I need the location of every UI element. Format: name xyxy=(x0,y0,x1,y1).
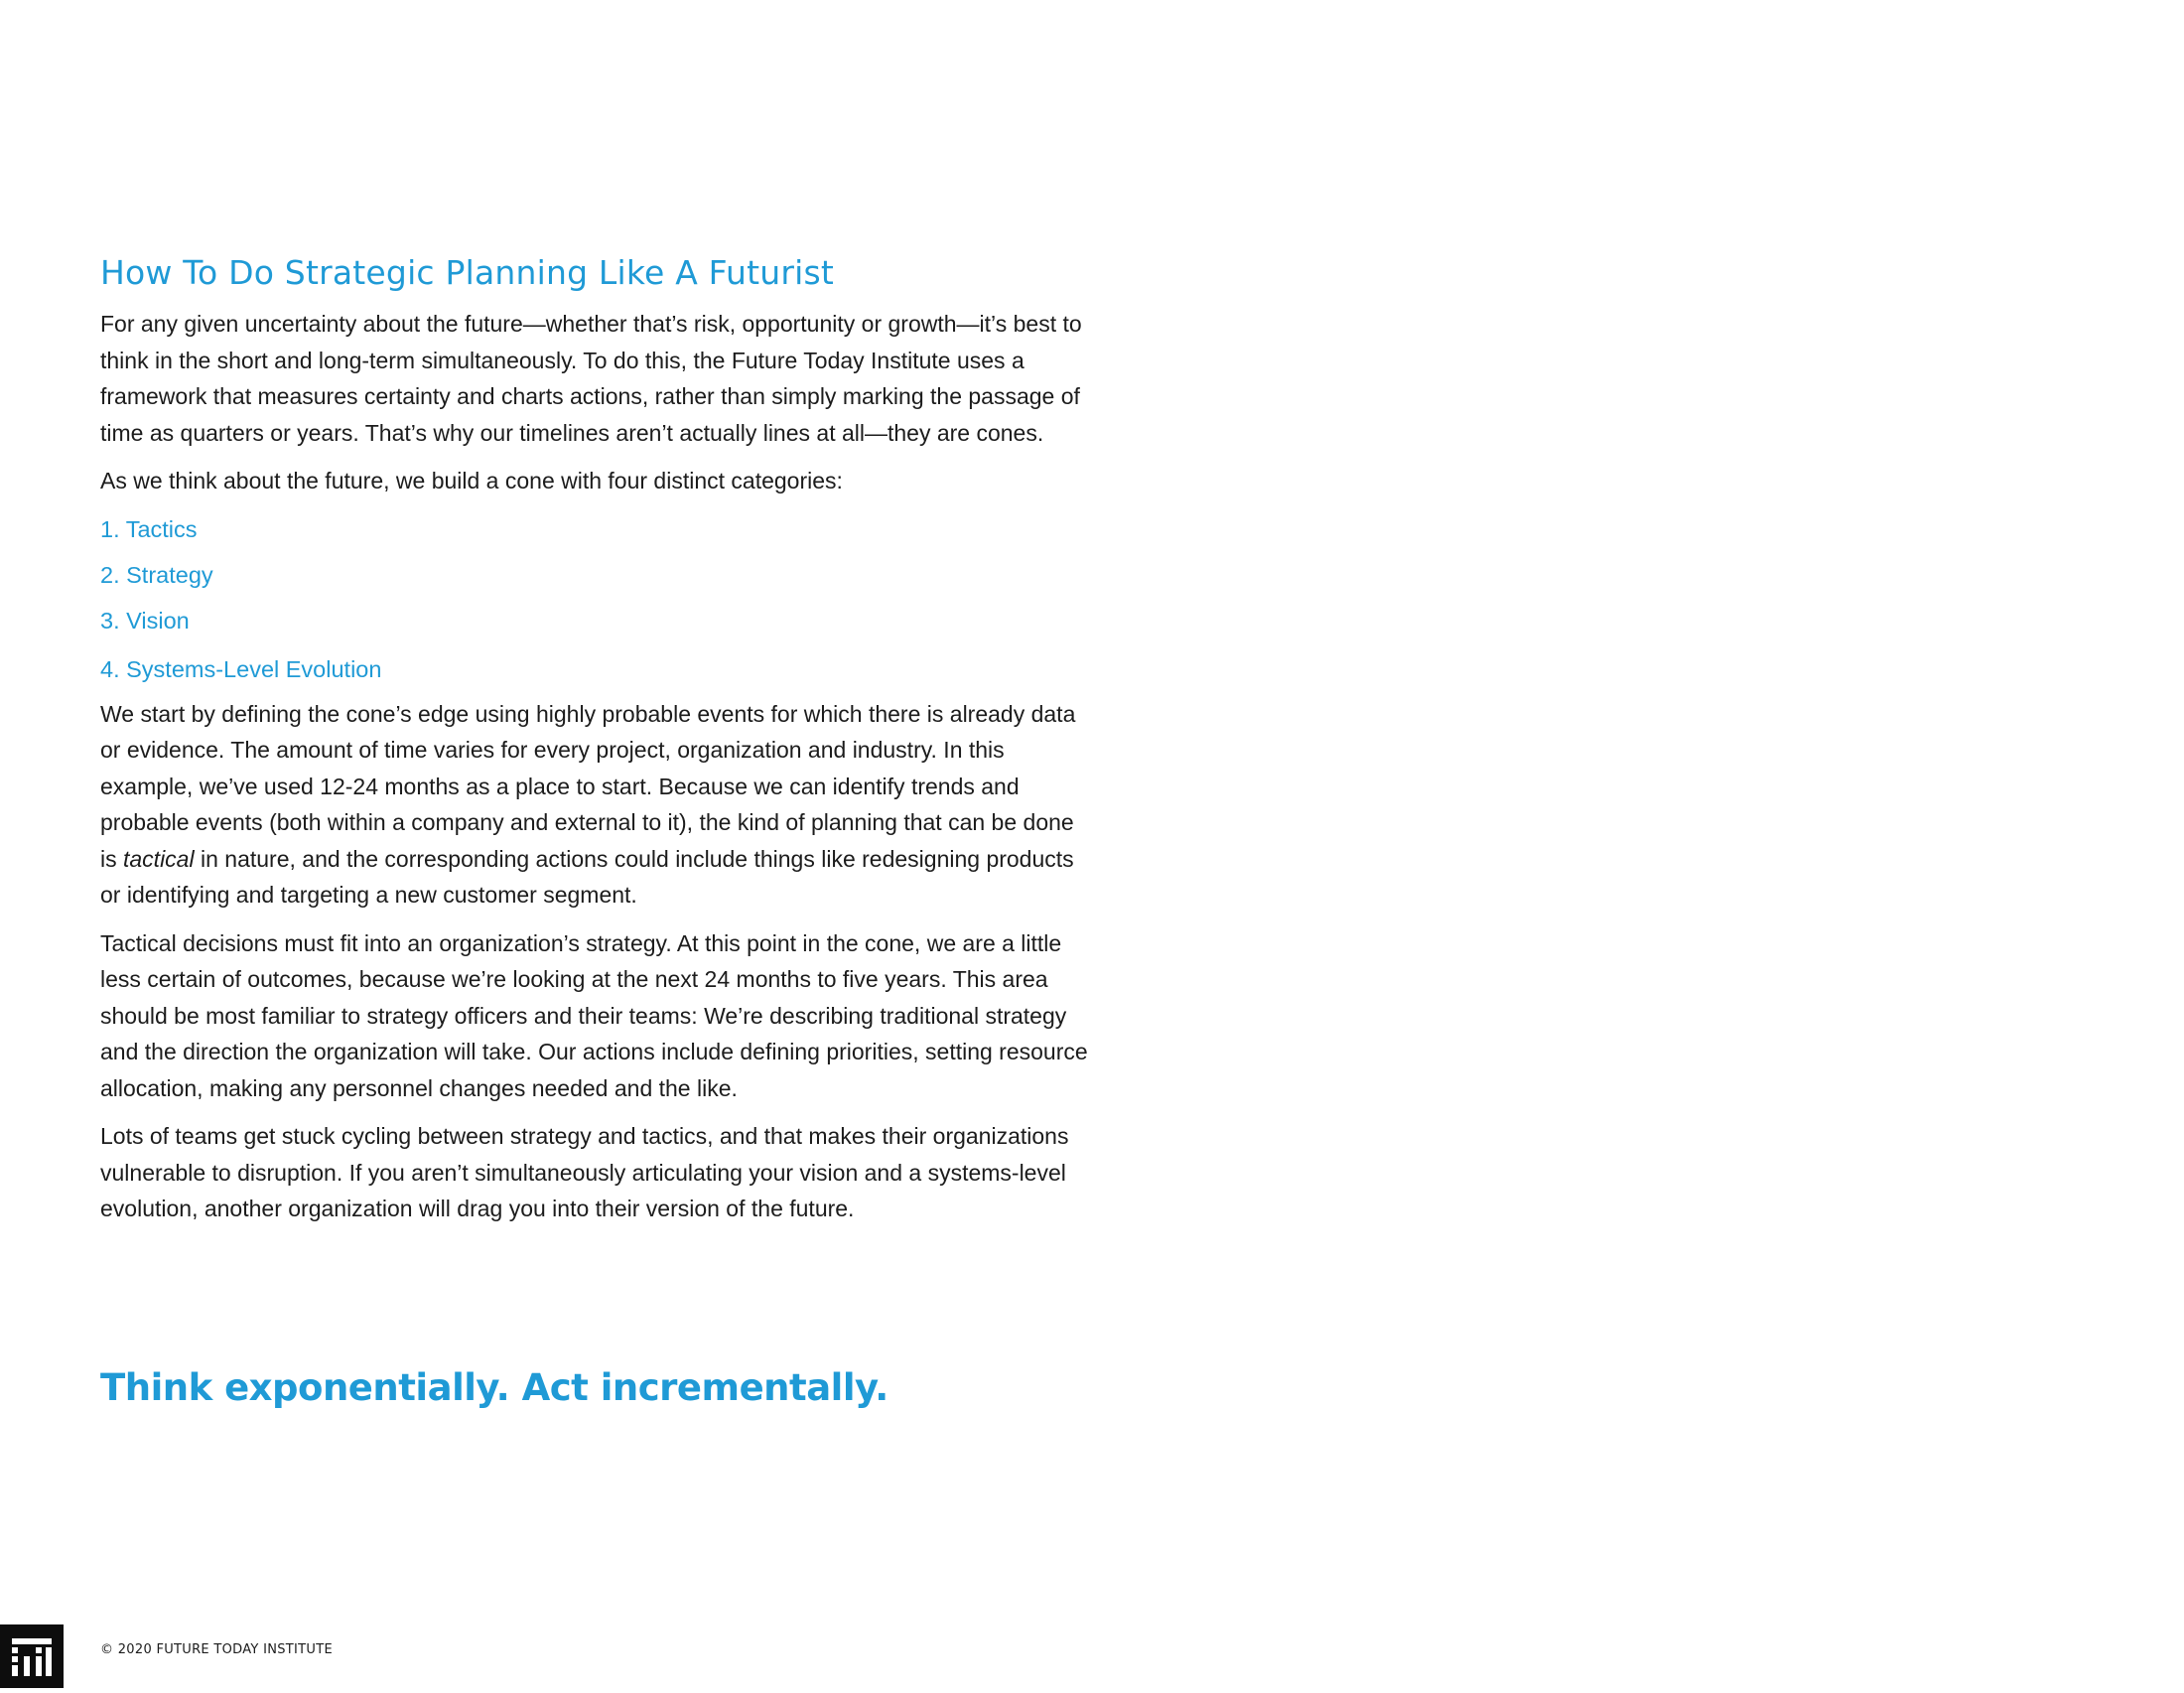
categories-intro-paragraph: As we think about the future, we build a cone with four distinct categories: xyxy=(100,468,843,494)
strategy-paragraph: Tactical decisions must fit into an organization’s strategy. At this point in the cone, we are a little less certain of outcomes, because we’re looking at the next 24 months to five years. This area should be most familiar to strategy officers and their teams: We’re describing traditional strategy and the direction the organization will take. Our actions include defining priorities, setting resource allocation, making any personnel changes needed and the like. xyxy=(100,929,1088,1101)
tactics-paragraph xyxy=(100,696,1093,914)
tactics-text-after: in nature, and the corresponding actions could include things like redesigning products or identifying and targeting a new customer segment. xyxy=(100,845,1074,908)
tactics-text-before: We start by defining the cone’s edge using highly probable events for which there is already data or evidence. The amount of time varies for every project, organization and industry. In this example, we’ve used 12-24 months as a place to start. Because we can identify trends and probable events (both within a company and external to it), the kind of planning that can be done is xyxy=(100,700,1076,872)
article-section xyxy=(100,253,1093,1239)
copyright-footer: © 2020 FUTURE TODAY INSTITUTE xyxy=(100,1642,333,1657)
fti-logo-graphic xyxy=(0,1624,64,1688)
section-heading: How To Do Strategic Planning Like A Futurist xyxy=(100,253,835,292)
tagline: Think exponentially. Act incrementally. xyxy=(100,1366,888,1409)
intro-paragraph: For any given uncertainty about the future—whether that’s risk, opportunity or growth—it’s best to think in the short and long-term simultaneously. To do this, the Future Today Institute uses a framework that measures certainty and charts actions, rather than simply marking the passage of time as quarters or years. That’s why our timelines aren’t actually lines at all—they are cones. xyxy=(100,311,1082,446)
tactics-emphasis: tactical xyxy=(123,845,195,872)
list-item: 3. Vision xyxy=(100,607,190,634)
vision-paragraph: Lots of teams get stuck cycling between strategy and tactics, and that makes their organizations vulnerable to disruption. If you aren’t simultaneously articulating your vision and a systems-level evolution, another organization will drag you into their version of the future. xyxy=(100,1123,1069,1221)
category-list xyxy=(100,511,1093,696)
list-item: 4. Systems-Level Evolution xyxy=(100,655,382,682)
list-item: 2. Strategy xyxy=(100,561,213,588)
fti-logo-icon xyxy=(0,1624,64,1688)
list-item: 1. Tactics xyxy=(100,515,198,542)
